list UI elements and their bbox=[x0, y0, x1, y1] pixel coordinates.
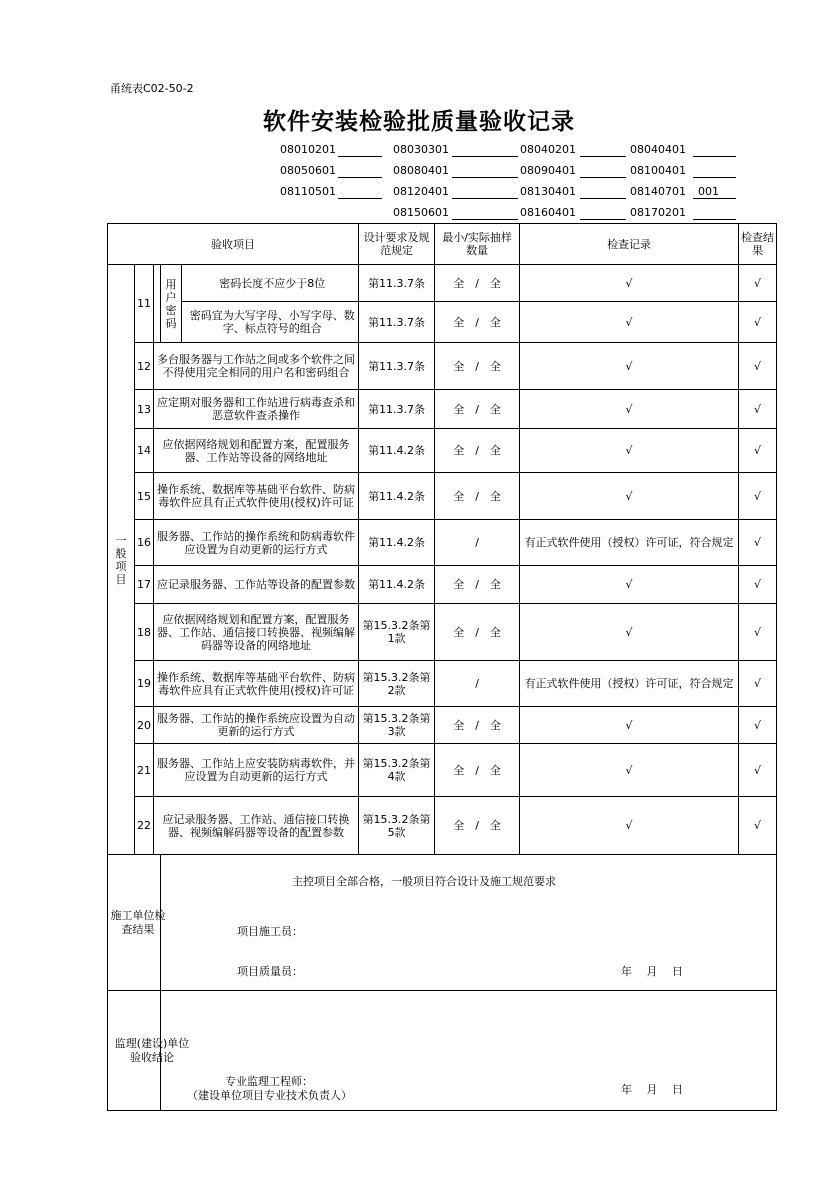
spec-cell: 第11.4.2条 bbox=[359, 566, 435, 604]
record-cell[interactable]: √ bbox=[520, 744, 739, 797]
spec-cell: 第11.4.2条 bbox=[359, 473, 435, 520]
header-result: 检查结果 bbox=[739, 224, 777, 265]
sample-cell[interactable]: / bbox=[435, 661, 520, 707]
construction-cell bbox=[161, 855, 777, 991]
sample-cell[interactable]: 全 / 全 bbox=[435, 797, 520, 855]
worker-label: 项目施工员： bbox=[237, 925, 303, 938]
batch-code: 08080401 bbox=[393, 164, 449, 177]
table-row bbox=[108, 429, 777, 473]
item-text: 应记录服务器、工作站、通信接口转换器、视频编解码器等设备的配置参数 bbox=[154, 797, 359, 855]
result-cell[interactable]: √ bbox=[739, 707, 777, 744]
spec-cell: 第11.3.7条 bbox=[359, 343, 435, 390]
record-cell[interactable]: 有正式软件使用（授权）许可证，符合规定 bbox=[520, 661, 739, 707]
code-row-3 bbox=[0, 182, 838, 202]
construction-label: 施工单位检查结果 bbox=[108, 855, 161, 991]
code-blank[interactable] bbox=[580, 156, 626, 157]
item-text: 应依据网络规划和配置方案，配置服务器、工作站等设备的网络地址 bbox=[154, 429, 359, 473]
item-text: 操作系统、数据库等基础平台软件、防病毒软件应具有正式软件使用(授权)许可证 bbox=[154, 473, 359, 520]
spec-cell: 第15.3.2条第4款 bbox=[359, 744, 435, 797]
table-row bbox=[108, 566, 777, 604]
batch-code: 08170201 bbox=[630, 206, 686, 219]
engineer-label: 专业监理工程师： bbox=[225, 1075, 313, 1088]
result-cell[interactable]: √ bbox=[739, 661, 777, 707]
record-cell[interactable]: √ bbox=[520, 797, 739, 855]
page-title: 软件安装检验批质量验收记录 bbox=[263, 109, 575, 135]
sample-cell[interactable]: 全 / 全 bbox=[435, 473, 520, 520]
code-row-1 bbox=[0, 140, 838, 160]
result-cell[interactable]: √ bbox=[739, 302, 777, 343]
item-text: 服务器、工作站的操作系统应设置为自动更新的运行方式 bbox=[154, 707, 359, 744]
batch-code: 08090401 bbox=[520, 164, 576, 177]
spec-cell: 第15.3.2条第2款 bbox=[359, 661, 435, 707]
supervision-cell bbox=[161, 991, 777, 1111]
code-blank[interactable] bbox=[452, 219, 518, 220]
batch-code: 08010201 bbox=[280, 143, 336, 156]
item-text: 应记录服务器、工作站等设备的配置参数 bbox=[154, 566, 359, 604]
code-blank[interactable] bbox=[693, 219, 736, 220]
record-cell[interactable]: 有正式软件使用（授权）许可证，符合规定 bbox=[520, 520, 739, 566]
row-number: 16 bbox=[135, 520, 154, 566]
table-row bbox=[108, 390, 777, 429]
code-blank[interactable] bbox=[580, 198, 626, 199]
sample-cell[interactable]: 全 / 全 bbox=[435, 265, 520, 302]
batch-code: 08150601 bbox=[393, 206, 449, 219]
sample-cell[interactable]: 全 / 全 bbox=[435, 566, 520, 604]
code-blank[interactable] bbox=[338, 177, 382, 178]
code-row-4 bbox=[0, 203, 838, 223]
item-text: 服务器、工作站上应安装防病毒软件，并应设置为自动更新的运行方式 bbox=[154, 744, 359, 797]
sample-cell[interactable]: 全 / 全 bbox=[435, 429, 520, 473]
row-number: 12 bbox=[135, 343, 154, 390]
row-number: 19 bbox=[135, 661, 154, 707]
result-cell[interactable]: √ bbox=[739, 744, 777, 797]
sample-cell[interactable]: 全 / 全 bbox=[435, 390, 520, 429]
batch-code: 08030301 bbox=[393, 143, 449, 156]
supervision-row bbox=[108, 991, 777, 1111]
code-blank[interactable] bbox=[693, 156, 736, 157]
batch-code-value: 001 bbox=[698, 185, 719, 198]
table-row bbox=[108, 797, 777, 855]
supervision-label: 监理(建设)单位验收结论 bbox=[108, 991, 161, 1111]
construction-date[interactable]: 年 月 日 bbox=[621, 965, 683, 978]
table-row bbox=[108, 473, 777, 520]
batch-code: 08040201 bbox=[520, 143, 576, 156]
table-row bbox=[108, 343, 777, 390]
batch-code: 08050601 bbox=[280, 164, 336, 177]
inspection-table bbox=[107, 223, 777, 1111]
code-blank[interactable] bbox=[338, 198, 382, 199]
batch-code: 08100401 bbox=[630, 164, 686, 177]
code-blank[interactable] bbox=[452, 198, 518, 199]
item-text: 密码长度不应少于8位 bbox=[187, 265, 359, 302]
spec-cell: 第11.3.7条 bbox=[359, 302, 435, 343]
item-text: 应定期对服务器和工作站进行病毒查杀和恶意软件查杀操作 bbox=[154, 390, 359, 429]
batch-code: 08120401 bbox=[393, 185, 449, 198]
record-cell[interactable]: √ bbox=[520, 473, 739, 520]
table-row bbox=[108, 604, 777, 661]
result-cell[interactable]: √ bbox=[739, 566, 777, 604]
code-row-2 bbox=[0, 161, 838, 181]
table-row bbox=[108, 302, 777, 343]
qc-label: 项目质量员： bbox=[237, 965, 303, 978]
row-number: 20 bbox=[135, 707, 154, 744]
record-cell[interactable]: √ bbox=[520, 265, 739, 302]
construction-row bbox=[108, 855, 777, 991]
batch-code: 08110501 bbox=[280, 185, 336, 198]
sample-cell[interactable]: 全 / 全 bbox=[435, 343, 520, 390]
header-record: 检查记录 bbox=[520, 224, 739, 265]
form-code: 甬统表C02-50-2 bbox=[110, 82, 194, 95]
result-cell[interactable]: √ bbox=[739, 343, 777, 390]
sample-cell[interactable]: / bbox=[435, 520, 520, 566]
row-number: 21 bbox=[135, 744, 154, 797]
record-cell[interactable]: √ bbox=[520, 566, 739, 604]
code-blank[interactable] bbox=[452, 177, 518, 178]
code-blank[interactable] bbox=[693, 177, 736, 178]
row-number: 17 bbox=[135, 566, 154, 604]
code-blank[interactable] bbox=[338, 156, 382, 157]
sample-cell[interactable]: 全 / 全 bbox=[435, 302, 520, 343]
spec-cell: 第11.3.7条 bbox=[359, 390, 435, 429]
row-number: 15 bbox=[135, 473, 154, 520]
table-row bbox=[108, 520, 777, 566]
batch-code: 08130401 bbox=[520, 185, 576, 198]
item-text: 多台服务器与工作站之间或多个软件之间不得使用完全相同的用户名和密码组合 bbox=[154, 343, 359, 390]
supervision-date[interactable]: 年 月 日 bbox=[621, 1083, 683, 1096]
table-row bbox=[108, 744, 777, 797]
result-cell[interactable]: √ bbox=[739, 604, 777, 661]
spec-cell: 第15.3.2条第5款 bbox=[359, 797, 435, 855]
result-cell[interactable]: √ bbox=[739, 520, 777, 566]
code-blank[interactable] bbox=[580, 177, 626, 178]
header-spec: 设计要求及规范规定 bbox=[359, 224, 435, 265]
group-label: 用户密码 bbox=[161, 265, 182, 343]
batch-code: 08160401 bbox=[520, 206, 576, 219]
row-number: 22 bbox=[135, 797, 154, 855]
header-row bbox=[108, 224, 777, 265]
record-cell[interactable]: √ bbox=[520, 429, 739, 473]
table-row bbox=[108, 707, 777, 744]
engineer-note: （建设单位项目专业技术负责人） bbox=[187, 1089, 352, 1102]
row-number: 11 bbox=[135, 265, 154, 343]
record-cell[interactable]: √ bbox=[520, 302, 739, 343]
item-text: 服务器、工作站的操作系统和防病毒软件应设置为自动更新的运行方式 bbox=[154, 520, 359, 566]
construction-conclusion[interactable]: 主控项目全部合格，一般项目符合设计及施工规范要求 bbox=[292, 875, 556, 888]
spec-cell: 第11.3.7条 bbox=[359, 265, 435, 302]
record-cell[interactable]: √ bbox=[520, 343, 739, 390]
record-cell[interactable]: √ bbox=[520, 390, 739, 429]
result-cell[interactable]: √ bbox=[739, 429, 777, 473]
sample-cell[interactable]: 全 / 全 bbox=[435, 707, 520, 744]
spec-cell: 第11.4.2条 bbox=[359, 520, 435, 566]
record-cell[interactable]: √ bbox=[520, 604, 739, 661]
table-row bbox=[108, 661, 777, 707]
sample-cell[interactable]: 全 / 全 bbox=[435, 744, 520, 797]
row-number: 13 bbox=[135, 390, 154, 429]
header-sample: 最小/实际抽样数量 bbox=[435, 224, 520, 265]
result-cell[interactable]: √ bbox=[739, 797, 777, 855]
batch-code: 08040401 bbox=[630, 143, 686, 156]
result-cell[interactable]: √ bbox=[739, 473, 777, 520]
row-number: 14 bbox=[135, 429, 154, 473]
section-label: 一般项目 bbox=[108, 265, 135, 855]
sample-cell[interactable]: 全 / 全 bbox=[435, 604, 520, 661]
result-cell[interactable]: √ bbox=[739, 265, 777, 302]
batch-code: 08140701 bbox=[630, 185, 686, 198]
item-text: 应依据网络规划和配置方案，配置服务器、工作站、通信接口转换器、视频编解码器等设备的网络地址 bbox=[154, 604, 359, 661]
row-number: 18 bbox=[135, 604, 154, 661]
header-item: 验收项目 bbox=[108, 224, 359, 265]
item-text: 操作系统、数据库等基础平台软件、防病毒软件应具有正式软件使用(授权)许可证 bbox=[154, 661, 359, 707]
code-blank[interactable] bbox=[580, 219, 626, 220]
record-cell[interactable]: √ bbox=[520, 707, 739, 744]
item-text: 密码宜为大写字母、小写字母、数字、标点符号的组合 bbox=[187, 302, 359, 343]
code-blank[interactable] bbox=[693, 198, 736, 199]
code-blank[interactable] bbox=[452, 156, 518, 157]
spec-cell: 第15.3.2条第3款 bbox=[359, 707, 435, 744]
result-cell[interactable]: √ bbox=[739, 390, 777, 429]
table-row bbox=[108, 265, 777, 302]
spec-cell: 第11.4.2条 bbox=[359, 429, 435, 473]
spec-cell: 第15.3.2条第1款 bbox=[359, 604, 435, 661]
